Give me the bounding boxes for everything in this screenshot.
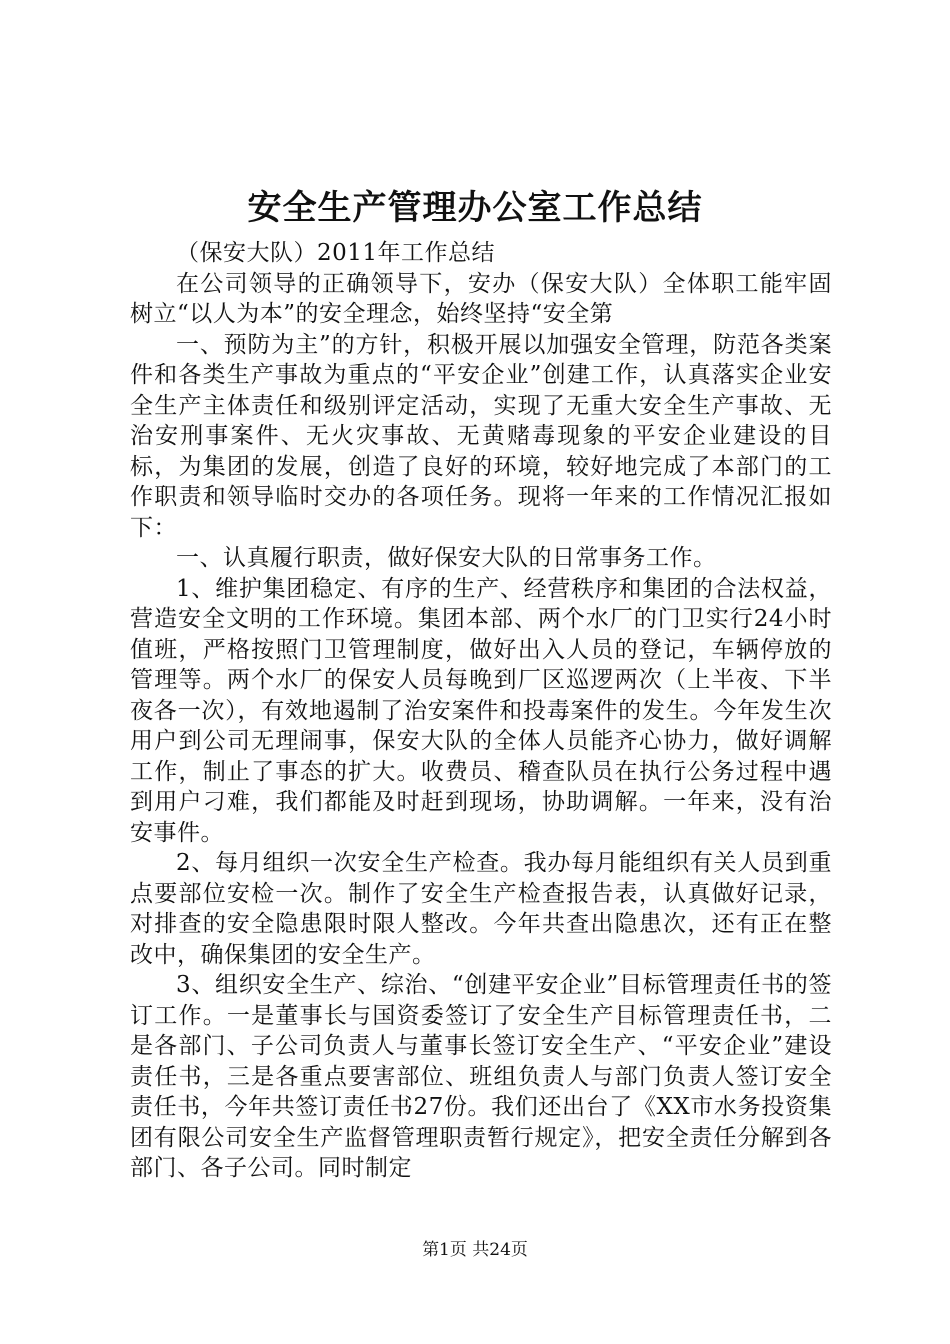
- page-footer: 第1页 共24页: [422, 1240, 528, 1260]
- document-body: [130, 238, 832, 1184]
- paragraph-item-3: 3、组织安全生产、综治、“创建平安企业”目标管理责任书的签订工作。一是董事长与国资委签订了安全生产目标管理责任书，二是各部门、子公司负责人与董事长签订安全生产、“平安企业”建设责任书，三是各重点要害部位、班组负责人与部门负责人签订安全责任书，今年共签订责任书27份。我们还出台了《XX市水务投资集团有限公司安全生产监督管理职责暂行规定》，把安全责任分解到各部门、各子公司。同时制定: [130, 972, 832, 1181]
- paragraph-subtitle: （保安大队）2011年工作总结: [176, 240, 496, 266]
- paragraph-item-2: 2、每月组织一次安全生产检查。我办每月能组织有关人员到重点要部位安检一次。制作了安全生产检查报告表，认真做好记录，对排查的安全隐患限时限人整改。今年共查出隐患次，还有正在整改中，确保集团的安全生产。: [130, 850, 832, 968]
- paragraph-intro: 在公司领导的正确领导下，安办（保安大队）全体职工能牢固树立“以人为本”的安全理念，始终坚持“安全第: [130, 270, 832, 327]
- paragraph-item-1: 1、维护集团稳定、有序的生产、经营秩序和集团的合法权益，营造安全文明的工作环境。集团本部、两个水厂的门卫实行24小时值班，严格按照门卫管理制度，做好出入人员的登记，车辆停放的管理等。两个水厂的保安人员每晚到厂区巡逻两次（上半夜、下半夜各一次），有效地遏制了治安案件和投毒案件的发生。今年发生次用户到公司无理闹事，保安大队的全体人员能齐心协力，做好调解工作，制止了事态的扩大。收费员、稽查队员在执行公务过程中遇到用户刁难，我们都能及时赶到现场，协助调解。一年来，没有治安事件。: [130, 575, 832, 846]
- document-title: 安全生产管理办公室工作总结: [247, 188, 703, 228]
- paragraph-section-heading: 一、认真履行职责，做好保安大队的日常事务工作。: [176, 545, 717, 571]
- paragraph-principle: 一、预防为主”的方针，积极开展以加强安全管理，防范各类案件和各类生产事故为重点的“平安企业”创建工作，认真落实企业安全生产主体责任和级别评定活动，实现了无重大安全生产事故、无治安刑事案件、无火灾事故、无黄赌毒现象的平安企业建设的目标，为集团的发展，创造了良好的环境，较好地完成了本部门的工作职责和领导临时交办的各项任务。现将一年来的工作情况汇报如下：: [130, 331, 832, 541]
